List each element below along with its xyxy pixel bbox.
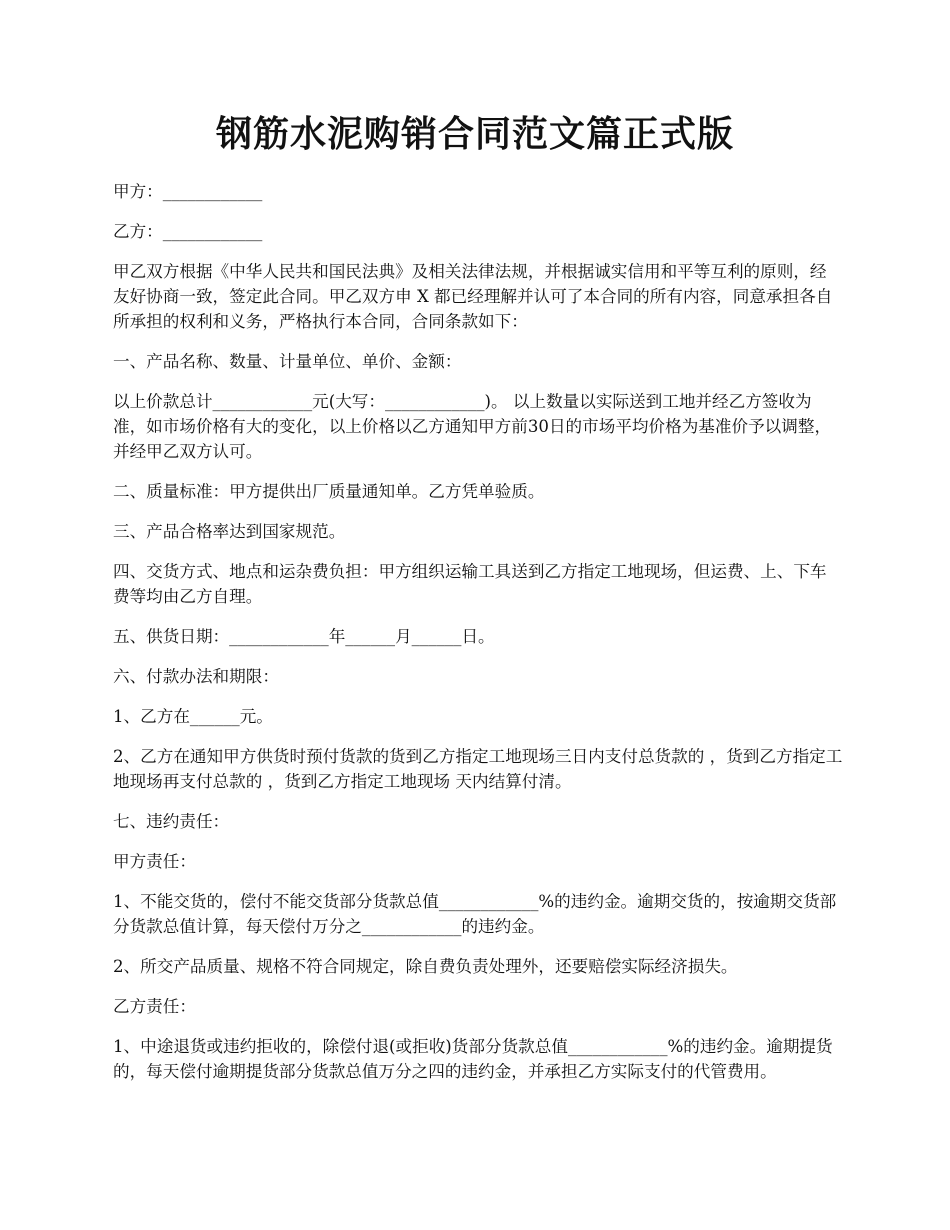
payment-clause-1: 1、乙方在______元。 [113, 707, 273, 726]
section-6-heading: 六、付款办法和期限： [113, 667, 279, 686]
document-title: 钢筋水泥购销合同范文篇正式版 [215, 113, 734, 155]
party-a-liability-1: 1、不能交货的，偿付不能交货部分货款总值____________%的违约金。逾期交货的，按逾期交货部分货款总值计算，每天偿付万分之____________的违约金。 [113, 892, 837, 936]
section-2-quality: 二、质量标准：甲方提供出厂质量通知单。乙方凭单验质。 [113, 482, 545, 501]
price-total-paragraph: 以上价款总计____________元(大写：____________)。 以上数量以实际送到工地并经乙方签收为准，如市场价格有大的变化，以上价格以乙方通知甲方前30日的市场平均价格为基准价予以调整，并经甲乙双方认可。 [113, 392, 832, 461]
payment-clause-2: 2、乙方在通知甲方供货时预付货款的货到乙方指定工地现场三日内支付总货款的 ，货到乙方指定工地现场再支付总款的 ，货到乙方指定工地现场 天内结算付清。 [113, 747, 843, 791]
document-body [113, 179, 843, 1099]
section-1-heading: 一、产品名称、数量、计量单位、单价、金额： [113, 352, 462, 371]
party-a-liability-2: 2、所交产品质量、规格不符合同规定，除自费负责处理外，还要赔偿实际经济损失。 [113, 957, 738, 976]
section-3-pass-rate: 三、产品合格率达到国家规范。 [113, 522, 346, 541]
party-b-liability-1: 1、中途退货或违约拒收的，除偿付退(或拒收)货部分货款总值____________%的违约金。逾期提货的，每天偿付逾期提货部分货款总值万分之四的违约金，并承担乙方实际支付的代管费用。 [113, 1037, 833, 1081]
section-7-heading: 七、违约责任： [113, 812, 230, 831]
section-4-delivery: 四、交货方式、地点和运杂费负担：甲方组织运输工具送到乙方指定工地现场，但运费、上、下车费等均由乙方自理。 [113, 562, 827, 606]
party-a-line: 甲方：____________ [113, 182, 263, 201]
section-5-supply-date: 五、供货日期：____________年______月______日。 [113, 627, 495, 646]
party-a-liability-heading: 甲方责任： [113, 852, 196, 871]
party-b-line: 乙方：____________ [113, 222, 263, 241]
party-b-liability-heading: 乙方责任： [113, 997, 196, 1016]
preamble-paragraph: 甲乙双方根据《中华人民共和国民法典》及相关法律法规，并根据诚实信用和平等互利的原则，经友好协商一致，签定此合同。甲乙双方申 X 都已经理解并认可了本合同的所有内容，同意承担各自所承担的权利和义务，严格执行本合同，合同条款如下： [113, 262, 833, 331]
